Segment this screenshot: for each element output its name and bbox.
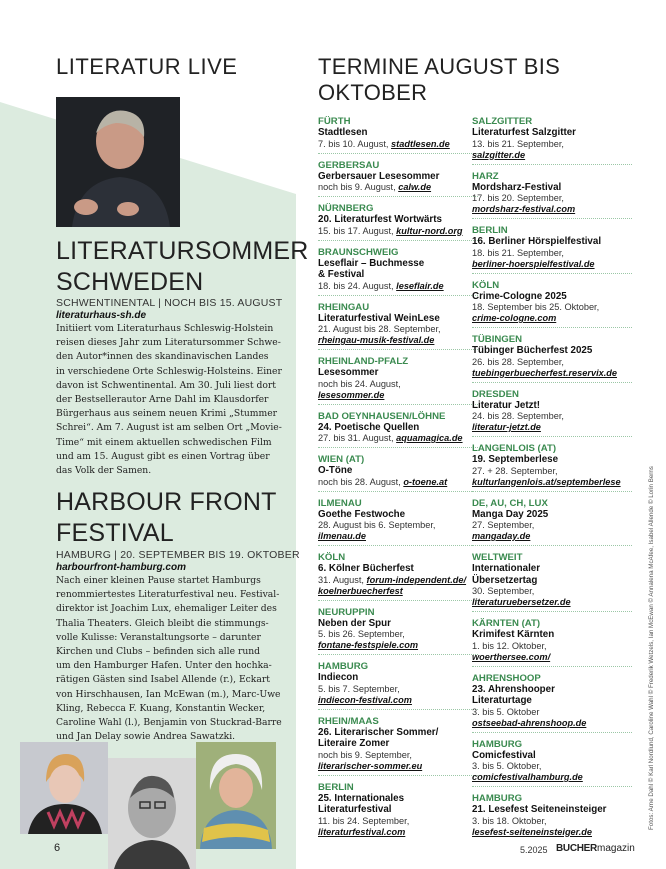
event-separator: [318, 196, 478, 197]
event-city: SALZGITTER: [472, 116, 533, 127]
event-name: 23. Ahrenshooper Literaturtage: [472, 683, 555, 706]
event-name: Literatur Jetzt!: [472, 399, 541, 411]
event-item: [472, 552, 632, 612]
event-item: [472, 280, 632, 329]
event-item: [318, 302, 478, 351]
event-name: 26. Literarischer Sommer/ Literaire Zomer: [318, 726, 439, 749]
event-name: 25. Internationales Literaturfestival: [318, 792, 405, 815]
title-line: LITERATURSOMMER: [56, 237, 309, 265]
section-title-literatursommer: [56, 236, 309, 298]
event-item: [472, 618, 632, 667]
event-separator: [318, 491, 478, 492]
event-city: LANGENLOIS (AT): [472, 443, 557, 454]
event-item: [318, 454, 478, 492]
event-date: 13. bis 21. September,: [472, 138, 564, 149]
section-subtitle: HAMBURG | 20. SEPTEMBER BIS 19. OKTOBER: [56, 549, 300, 561]
event-link[interactable]: forum-independent.de/: [366, 574, 467, 585]
section-link[interactable]: literaturhaus-sh.de: [56, 310, 147, 321]
event-link[interactable]: tuebingerbuecherfest.reservix.de: [472, 367, 618, 378]
event-link[interactable]: comicfestivalhamburg.de: [472, 772, 583, 782]
event-city: KÖLN: [318, 552, 346, 563]
event-link[interactable]: fontane-festspiele.com: [318, 640, 419, 650]
event-link[interactable]: salzgitter.de: [472, 149, 526, 160]
event-item: [318, 716, 478, 776]
event-separator: [318, 775, 478, 776]
event-date: 28. August bis 6. September,: [318, 520, 436, 530]
event-name: Tübinger Bücherfest 2025: [472, 345, 593, 356]
event-name: Internationaler Übersetzertag: [472, 563, 541, 586]
magazine-logo: [556, 843, 635, 854]
issue-date: 5.2025: [520, 845, 548, 855]
event-city: DE, AU, CH, LUX: [472, 497, 548, 509]
event-item: [318, 782, 478, 838]
event-date: 1. bis 12. Oktober,: [472, 640, 547, 651]
event-separator: [318, 295, 478, 296]
event-item: [318, 247, 478, 296]
event-link[interactable]: woerthersee.com/: [472, 651, 551, 662]
section-link[interactable]: harbourfront-hamburg.com: [56, 562, 186, 573]
event-name: Literaturfest Salzgitter: [472, 127, 576, 138]
event-city: NÜRNBERG: [318, 203, 374, 214]
event-link[interactable]: literatur-jetzt.de: [472, 422, 541, 432]
event-date: 27. bis 31. August, aquamagica.de: [318, 433, 463, 443]
event-link[interactable]: indiecon-festival.com: [318, 694, 412, 705]
event-link[interactable]: lesefest-seiteneinsteiger.de: [472, 826, 593, 837]
event-date: noch bis 24. August,: [318, 378, 401, 389]
event-city: ILMENAU: [318, 497, 362, 509]
event-city: TÜBINGEN: [472, 334, 523, 345]
event-item: [318, 203, 478, 241]
event-name: Neben der Spur: [318, 617, 391, 629]
event-name: O-Töne: [318, 465, 353, 476]
title-line: FESTIVAL: [56, 519, 174, 547]
event-item: [472, 389, 632, 438]
event-city: RHEINGAU: [318, 301, 370, 313]
event-item: [472, 793, 632, 838]
event-link[interactable]: aquamagica.de: [396, 433, 463, 443]
event-item: [472, 225, 632, 274]
event-name: Goethe Festwoche: [318, 508, 406, 520]
event-link[interactable]: crime-cologne.com: [472, 313, 557, 323]
event-name: Stadtlesen: [318, 127, 368, 138]
event-date: 24. bis 28. September,: [472, 411, 564, 421]
event-date: 31. August, forum-independent.de/: [318, 574, 467, 585]
event-city: BERLIN: [472, 225, 508, 236]
event-separator: [472, 273, 632, 274]
event-date: 18. bis 24. August, leseflair.de: [318, 280, 444, 291]
events-column-left: [318, 116, 478, 844]
event-date: 3. bis 18. Oktober,: [472, 815, 547, 826]
section-body: Nach einer kleinen Pause startet Hamburgs renommiertestes Literaturfestival neu. Festival- direktor ist Joachim Lux, ehemaliger Leiter des Thalia Theaters. Gleich bleibt die stimmungs- volle Kulisse: Veranstaltungsorte – darunter Kirchen und Clubs – befinden sich alle rund um den Hamburger Hafen. Unter den hochka- rätigen Gästen sind Isabel Allende (r.), Eckart von Hirschhausen, Ian McEwan (m.), Marc-Uwe Kling, Rebecca F. Kuang, Konstantin Wecker, Caroline Wahl (l.), Benjamin von Stuckrad-Barre und Jan Delay sowie Andrea Sawatzki.: [56, 575, 282, 743]
event-link[interactable]: literarischer-sommer.eu: [318, 760, 423, 771]
event-city: RHEINLAND-PFALZ: [318, 356, 409, 367]
event-date: 27. September,: [472, 520, 535, 530]
event-separator: [318, 545, 478, 546]
event-name: Krimifest Kärnten: [472, 629, 555, 640]
event-date: 3. bis 5. Oktober: [472, 706, 540, 717]
event-item: [318, 661, 478, 710]
event-city: WELTWEIT: [472, 552, 523, 563]
event-link[interactable]: kultur-nord.org: [396, 225, 463, 236]
event-city: AHRENSHOOP: [472, 672, 541, 684]
event-name: 6. Kölner Bücherfest: [318, 563, 414, 574]
event-separator: [318, 600, 478, 601]
event-name: 19. Septemberlese: [472, 454, 559, 465]
event-separator: [318, 404, 478, 405]
event-link[interactable]: leseflair.de: [396, 280, 444, 291]
event-item: [318, 607, 478, 656]
event-name: 21. Lesefest Seiteneinsteiger: [472, 804, 607, 815]
event-date: noch bis 9. September,: [318, 749, 412, 760]
event-separator: [318, 709, 478, 710]
event-name: Mordsharz-Festival: [472, 181, 562, 193]
event-name: 20. Literaturfest Wortwärts: [318, 214, 442, 225]
event-date: 27. + 28. September,: [472, 465, 558, 476]
event-date: 18. bis 21. September,: [472, 247, 564, 258]
event-city: HAMBURG: [318, 661, 369, 672]
event-date: 11. bis 24. September,: [318, 815, 410, 826]
event-city: HAMBURG: [472, 738, 523, 750]
events-heading: TERMINE AUGUST BIS OKTOBER: [318, 54, 561, 105]
event-separator: [472, 218, 632, 219]
event-name: Literaturfestival WeinLese: [318, 312, 440, 324]
event-city: BAD OEYNHAUSEN/LÖHNE: [318, 410, 446, 422]
event-link[interactable]: mordsharz-festival.com: [472, 204, 576, 214]
event-city: KÖLN: [472, 279, 500, 291]
event-separator: [472, 164, 632, 165]
event-item: [472, 171, 632, 220]
event-date: 30. September,: [472, 586, 535, 596]
event-separator: [318, 349, 478, 350]
event-separator: [472, 732, 632, 733]
author-portrait-arne-dahl: [56, 97, 180, 227]
event-separator: [472, 666, 632, 667]
event-link[interactable]: ostseebad-ahrenshoop.de: [472, 717, 587, 728]
event-name: Leseflair – Buchmesse & Festival: [318, 257, 425, 280]
event-city: GERBERSAU: [318, 159, 380, 171]
event-item: [318, 411, 478, 449]
events-column-right: [472, 116, 632, 844]
page-number: 6: [54, 842, 61, 854]
event-separator: [318, 447, 478, 448]
event-city: NEURUPPIN: [318, 606, 375, 618]
event-separator: [472, 786, 632, 787]
event-name: Manga Day 2025: [472, 508, 549, 520]
event-link[interactable]: koelnerbuecherfest: [318, 585, 403, 596]
event-date: 7. bis 10. August, stadtlesen.de: [318, 138, 450, 149]
event-name: 16. Berliner Hörspielfestival: [472, 236, 602, 247]
event-date: 3. bis 5. Oktober,: [472, 761, 542, 771]
event-separator: [318, 654, 478, 655]
event-item: [318, 552, 478, 601]
brand-bold: BUCHER: [556, 843, 597, 854]
event-item: [472, 443, 632, 492]
event-link[interactable]: rheingau-musik-festival.de: [318, 335, 435, 345]
event-city: WIEN (AT): [318, 454, 365, 465]
brand-light: magazin: [596, 843, 635, 854]
photo-credits: [648, 466, 658, 830]
event-link[interactable]: berliner-hoerspielfestival.de: [472, 258, 595, 269]
author-photo-caroline-wahl: [20, 742, 108, 834]
event-name: Crime-Cologne 2025: [472, 290, 567, 302]
event-item: [472, 673, 632, 733]
event-link[interactable]: literaturuebersetzer.de: [472, 597, 571, 607]
event-city: DRESDEN: [472, 388, 519, 400]
event-date: 17. bis 20. September,: [472, 193, 564, 203]
event-separator: [472, 611, 632, 612]
event-name: Lesesommer: [318, 367, 379, 378]
event-city: BRAUNSCHWEIG: [318, 246, 399, 258]
event-date: noch bis 9. August, calw.de: [318, 182, 432, 192]
title-line: SCHWEDEN: [56, 268, 204, 296]
event-city: KÄRNTEN (AT): [472, 618, 541, 629]
event-item: [472, 739, 632, 788]
event-city: HAMBURG: [472, 793, 523, 804]
event-link[interactable]: kulturlangenlois.at/septemberlese: [472, 476, 621, 487]
event-separator: [472, 382, 632, 383]
event-link[interactable]: calw.de: [398, 182, 432, 192]
event-item: [472, 498, 632, 547]
event-city: RHEIN/MAAS: [318, 715, 379, 727]
event-name: 24. Poetische Quellen: [318, 421, 420, 433]
event-separator: [472, 327, 632, 328]
author-photo-isabel-allende: [196, 742, 276, 849]
event-separator: [472, 436, 632, 437]
event-link[interactable]: literaturfestival.com: [318, 826, 406, 837]
event-name: Gerbersauer Lesesommer: [318, 170, 440, 182]
section-body: Initiiert vom Literaturhaus Schleswig-Holstein reisen dieses Jahr zum Literatursommer Schwe- den Autor*innen des skandinavischen Landes in verschiedene Orte Schleswig-Holsteins. Einer davon ist Schwentinental. Am 30. Juli liest dort der Bestsellerautor Arne Dahl im Klausdorfer Bürgerhaus aus seinem neuen Krimi „Stummer Schrei“. Am 7. August ist am selben Ort „Movie- Time“ mit einem aktuellen schwedischen Film und am 15. August gibt es einen Vortrag über das Volk der Samen.: [56, 323, 282, 477]
event-link[interactable]: stadtlesen.de: [391, 138, 450, 149]
event-city: FÜRTH: [318, 116, 351, 127]
photo-credits-text: Fotos: Arne Dahl © Karl Nordlund, Caroline Wahl © Frederik Wetzels, Ian McEwan © Annalena McAfee, Isabel Allende © Lorin Berns: [648, 466, 655, 830]
event-link[interactable]: lesesommer.de: [318, 389, 385, 400]
title-line: HARBOUR FRONT: [56, 488, 277, 516]
event-date: 5. bis 7. September,: [318, 683, 400, 694]
event-name: Comicfestival: [472, 749, 536, 761]
event-name: Indiecon: [318, 672, 359, 683]
event-item: [318, 116, 478, 154]
event-date: noch bis 28. August, o-toene.at: [318, 476, 448, 487]
event-item: [318, 160, 478, 198]
event-city: HARZ: [472, 170, 499, 182]
event-link[interactable]: ilmenau.de: [318, 531, 366, 541]
author-photo-ian-mcewan: [108, 758, 196, 869]
event-date: 18. September bis 25. Oktober,: [472, 302, 600, 312]
event-separator: [318, 240, 478, 241]
event-item: [472, 116, 632, 165]
event-date: 5. bis 26. September,: [318, 629, 405, 639]
event-item: [472, 334, 632, 383]
event-separator: [472, 491, 632, 492]
event-city: BERLIN: [318, 781, 354, 793]
event-item: [318, 356, 478, 405]
event-separator: [472, 545, 632, 546]
event-separator: [318, 153, 478, 154]
event-date: 15. bis 17. August, kultur-nord.org: [318, 225, 463, 236]
section-title-harbour-front: [56, 487, 277, 549]
event-date: 21. August bis 28. September,: [318, 324, 441, 334]
section-subtitle: SCHWENTINENTAL | NOCH BIS 15. AUGUST: [56, 297, 283, 309]
event-link[interactable]: o-toene.at: [403, 476, 448, 487]
page-section-title: LITERATUR LIVE: [56, 54, 238, 79]
event-item: [318, 498, 478, 547]
event-link[interactable]: mangaday.de: [472, 531, 531, 541]
event-date: 26. bis 28. September,: [472, 356, 564, 367]
